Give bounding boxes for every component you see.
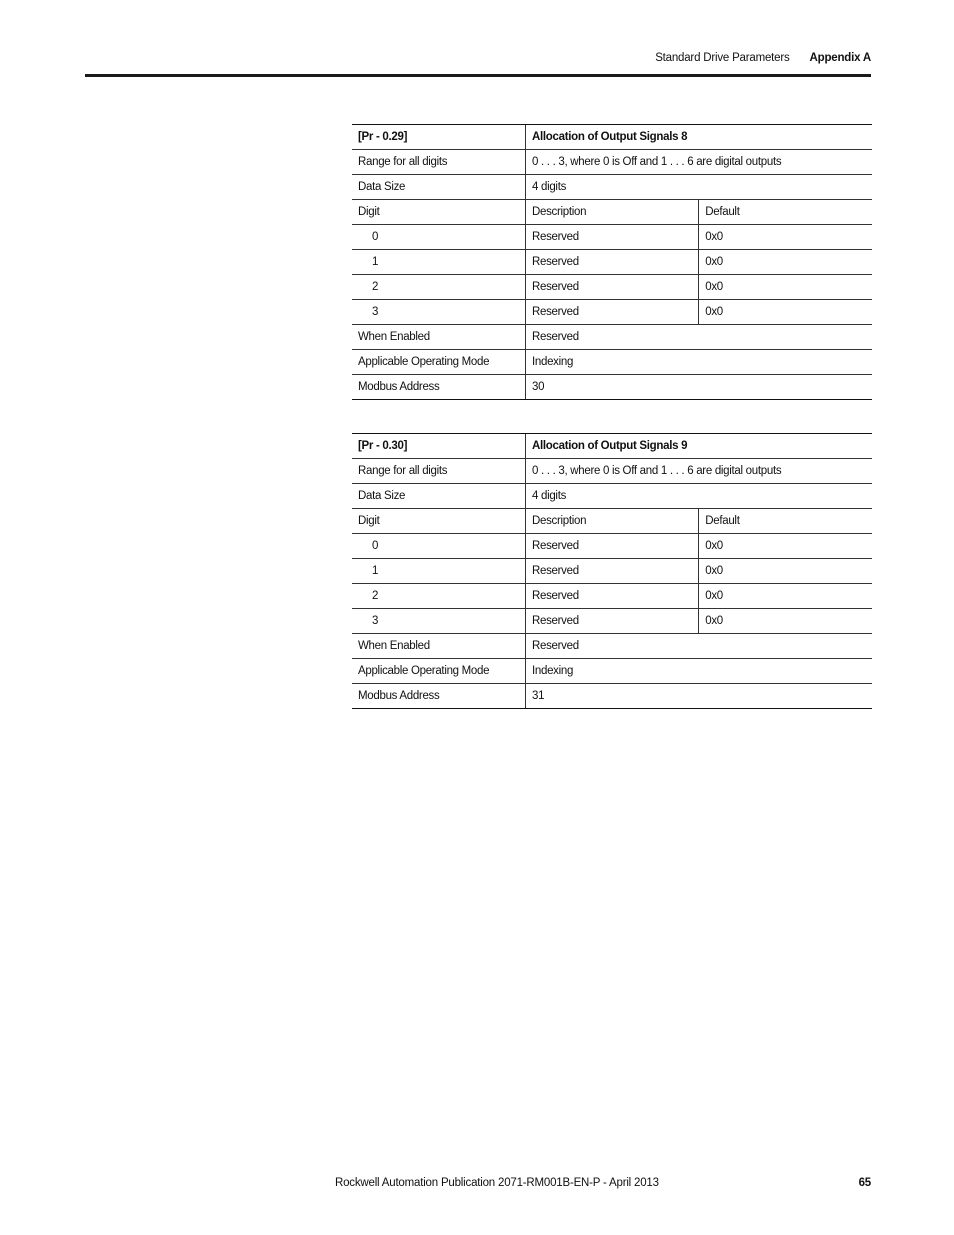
digit-cell: 3 bbox=[352, 609, 526, 634]
modbus-address-label: Modbus Address bbox=[352, 684, 526, 709]
table-row bbox=[352, 534, 872, 559]
default-cell: 0x0 bbox=[699, 609, 872, 634]
default-cell: 0x0 bbox=[699, 534, 872, 559]
param-id: [Pr - 0.30] bbox=[352, 434, 526, 459]
table-row bbox=[352, 484, 872, 509]
modbus-address-value: 31 bbox=[526, 684, 873, 709]
table-row bbox=[352, 300, 872, 325]
table-row bbox=[352, 684, 872, 709]
table-row bbox=[352, 459, 872, 484]
param-name: Allocation of Output Signals 8 bbox=[526, 125, 873, 150]
description-header: Description bbox=[526, 200, 699, 225]
data-size-value: 4 digits bbox=[526, 175, 873, 200]
default-cell: 0x0 bbox=[699, 300, 872, 325]
when-enabled-label: When Enabled bbox=[352, 325, 526, 350]
header-rule bbox=[85, 74, 871, 77]
range-value: 0 . . . 3, where 0 is Off and 1 . . . 6 are digital outputs bbox=[526, 150, 873, 175]
table-row bbox=[352, 609, 872, 634]
default-cell: 0x0 bbox=[699, 250, 872, 275]
header-appendix-label: Appendix A bbox=[809, 52, 871, 64]
description-cell: Reserved bbox=[526, 609, 699, 634]
operating-mode-label: Applicable Operating Mode bbox=[352, 659, 526, 684]
table-header-row bbox=[352, 125, 872, 150]
table-row bbox=[352, 225, 872, 250]
default-cell: 0x0 bbox=[699, 225, 872, 250]
description-header: Description bbox=[526, 509, 699, 534]
digit-cell: 0 bbox=[352, 534, 526, 559]
table-row bbox=[352, 659, 872, 684]
modbus-address-label: Modbus Address bbox=[352, 375, 526, 400]
param-name: Allocation of Output Signals 9 bbox=[526, 434, 873, 459]
page-number: 65 bbox=[858, 1177, 871, 1189]
digit-header: Digit bbox=[352, 200, 526, 225]
operating-mode-value: Indexing bbox=[526, 350, 873, 375]
table-row bbox=[352, 559, 872, 584]
data-size-value: 4 digits bbox=[526, 484, 873, 509]
default-cell: 0x0 bbox=[699, 584, 872, 609]
header-section-title: Standard Drive Parameters bbox=[655, 52, 790, 64]
range-value: 0 . . . 3, where 0 is Off and 1 . . . 6 are digital outputs bbox=[526, 459, 873, 484]
digit-cell: 2 bbox=[352, 584, 526, 609]
table-row bbox=[352, 375, 872, 400]
default-header: Default bbox=[699, 200, 872, 225]
table-row bbox=[352, 509, 872, 534]
description-cell: Reserved bbox=[526, 584, 699, 609]
table-row bbox=[352, 325, 872, 350]
description-cell: Reserved bbox=[526, 534, 699, 559]
description-cell: Reserved bbox=[526, 300, 699, 325]
operating-mode-label: Applicable Operating Mode bbox=[352, 350, 526, 375]
digit-cell: 3 bbox=[352, 300, 526, 325]
modbus-address-value: 30 bbox=[526, 375, 873, 400]
parameter-table-pr-0-30 bbox=[352, 433, 872, 709]
when-enabled-value: Reserved bbox=[526, 634, 873, 659]
param-id: [Pr - 0.29] bbox=[352, 125, 526, 150]
default-cell: 0x0 bbox=[699, 275, 872, 300]
page-header bbox=[655, 52, 871, 64]
digit-cell: 1 bbox=[352, 559, 526, 584]
digit-header: Digit bbox=[352, 509, 526, 534]
table-row bbox=[352, 250, 872, 275]
digit-cell: 2 bbox=[352, 275, 526, 300]
digit-cell: 1 bbox=[352, 250, 526, 275]
table-row bbox=[352, 275, 872, 300]
description-cell: Reserved bbox=[526, 559, 699, 584]
description-cell: Reserved bbox=[526, 225, 699, 250]
range-label: Range for all digits bbox=[352, 459, 526, 484]
range-label: Range for all digits bbox=[352, 150, 526, 175]
parameter-table-pr-0-29 bbox=[352, 124, 872, 400]
operating-mode-value: Indexing bbox=[526, 659, 873, 684]
publication-info: Rockwell Automation Publication 2071-RM001B-EN-P - April 2013 bbox=[335, 1177, 659, 1189]
data-size-label: Data Size bbox=[352, 484, 526, 509]
default-cell: 0x0 bbox=[699, 559, 872, 584]
table-row bbox=[352, 584, 872, 609]
table-row bbox=[352, 634, 872, 659]
data-size-label: Data Size bbox=[352, 175, 526, 200]
table-row bbox=[352, 175, 872, 200]
table-row bbox=[352, 150, 872, 175]
table-row bbox=[352, 350, 872, 375]
description-cell: Reserved bbox=[526, 275, 699, 300]
when-enabled-label: When Enabled bbox=[352, 634, 526, 659]
default-header: Default bbox=[699, 509, 872, 534]
digit-cell: 0 bbox=[352, 225, 526, 250]
table-row bbox=[352, 200, 872, 225]
when-enabled-value: Reserved bbox=[526, 325, 873, 350]
table-header-row bbox=[352, 434, 872, 459]
description-cell: Reserved bbox=[526, 250, 699, 275]
